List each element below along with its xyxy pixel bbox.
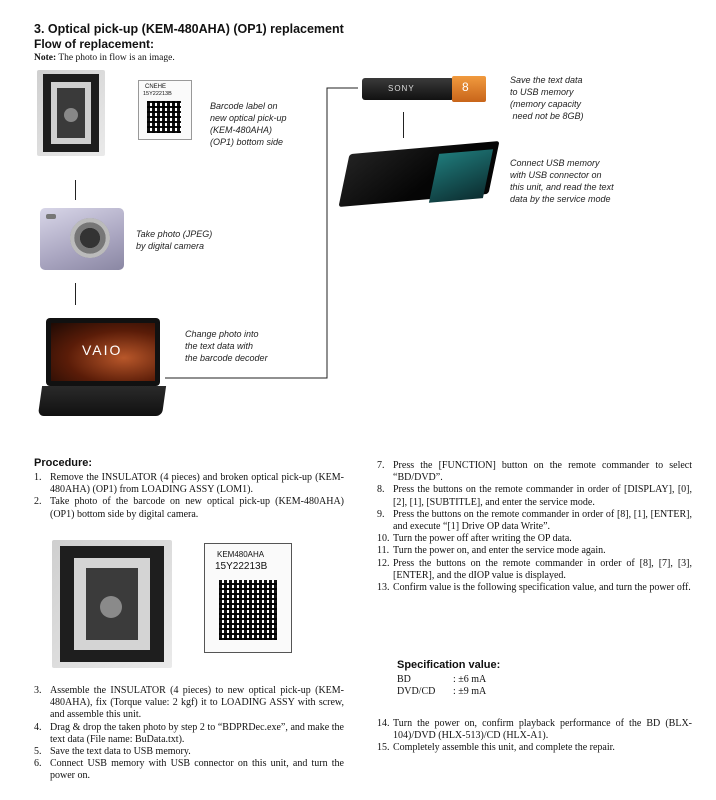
caption-usb-connect-line: this unit, and read the text [510,182,614,192]
caption-usb-save [510,74,584,122]
caption-usb-save-line: Save the text data [510,75,583,85]
procedure-steps-left-a [34,472,344,521]
step-text: Assemble the INSULATOR (4 pieces) to new optical pick-up (KEM-480AHA), fix (Torque value: 2 kgf) it to LOADING ASSY with screw, and assemble this unit. [50,685,344,721]
step-text: Save the text data to USB memory. [50,746,191,758]
step-number: 1. [34,472,42,483]
usb-brand: SONY [388,84,415,93]
procedure-step [34,722,344,746]
step-text: Drag & drop the taken photo by step 2 to “BDPRDec.exe”, and make the text data (File name: BuData.txt). [50,721,344,745]
step-text: Confirm value is the following specification value, and turn the power off. [393,582,691,594]
step-number: 12. [377,557,390,569]
step-number: 5. [34,746,42,758]
procedure-steps-right-b [377,718,692,755]
step-text: Press the buttons on the remote commander in order of [8], [7], [3], [ENTER], and the dIOP value is displayed. [393,557,692,581]
caption-usb-save-line: to USB memory [510,87,574,97]
usb-capacity: 8 [462,80,469,94]
spec-value: : ±9 mA [453,686,487,698]
step-text: Completely assemble this unit, and complete the repair. [393,742,615,754]
step-number: 2. [34,496,42,508]
spec-table [397,674,486,698]
caption-laptop-line: the barcode decoder [185,353,268,363]
procedure-step [377,484,692,508]
caption-barcode-line: (KEM-480AHA) [210,125,273,135]
step-text: Press the buttons on the remote commander in order of [8], [1], [ENTER], and execute “[1] Drive OP data Write”. [393,508,692,533]
procedure-step [377,509,692,533]
procedure-step [34,685,344,722]
step-number: 6. [34,758,42,770]
caption-laptop-line: the text data with [185,341,254,351]
caption-camera-line: Take photo (JPEG) [136,229,213,239]
barcode-label-large [204,543,292,653]
step-number: 10. [377,533,390,545]
step-number: 7. [377,460,385,471]
caption-barcode-line: new optical pick-up [210,113,287,123]
procedure-step [377,558,692,582]
procedure-step [34,472,344,496]
step-text: Turn the power on, and enter the service mode again. [393,545,606,557]
procedure-step [34,746,344,758]
caption-usb-connect [510,157,614,205]
procedure-step [377,742,692,754]
flow-arrow-3 [403,112,404,138]
procedure-steps-left-b [34,685,344,783]
flow-title: Flow of replacement: [34,37,155,51]
step-text: Press the [FUNCTION] button on the remote commander to select “BD/DVD”. [393,460,692,484]
step-number: 13. [377,582,390,594]
label-small-text-top: CNEHE [145,84,167,90]
step-text: Press the buttons on the remote commander in order of [DISPLAY], [0], [2], [1], [SUBTITLE], and enter the service mode. [393,484,692,508]
label-large-line1: KEM480AHA [217,550,265,559]
caption-usb-save-line: need not be 8GB) [510,111,584,121]
step-text: Turn the power on, confirm playback performance of the BD (BLX-104)/DVD (HLX-513)/CD (HLX-A1). [393,718,692,742]
caption-usb-save-line: (memory capacity [510,99,582,109]
caption-barcode-line: (OP1) bottom side [210,137,284,147]
label-large-line2: 15Y22213B [215,561,268,572]
caption-barcode-line: Barcode label on [210,101,278,111]
step-number: 9. [377,508,385,520]
usb-stick-photo [362,74,486,104]
caption-usb-connect-line: with USB connector on [510,170,602,180]
procedure-step [377,545,692,557]
step-number: 3. [34,685,42,696]
spec-key: BD [397,674,411,685]
spec-row [397,674,486,686]
label-small-text-code: 15Y22213B [143,91,172,97]
procedure-title: Procedure: [34,457,93,469]
step-text: Connect USB memory with USB connector on this unit, and turn the power on. [50,758,344,782]
procedure-step [377,718,692,742]
procedure-step [34,496,344,520]
procedure-steps-right-a [377,460,692,594]
step-number: 4. [34,721,42,733]
pickup-photo-large [52,540,172,668]
caption-camera-line: by digital camera [136,241,205,251]
caption-laptop-line: Change photo into [185,329,259,339]
step-text: Take photo of the barcode on new optical pick-up (KEM-480AHA) (OP1) bottom side by digital camera. [50,496,344,520]
spec-value: : ±6 mA [453,674,487,685]
step-text: Turn the power off after writing the OP data. [393,533,572,545]
procedure-step [34,758,344,782]
procedure-step [377,582,692,594]
procedure-step [377,533,692,545]
caption-usb-connect-line: Connect USB memory [510,158,600,168]
laptop-brand: VAIO [82,342,123,358]
spec-title: Specification value: [397,659,501,671]
step-text: Remove the INSULATOR (4 pieces) and broken optical pick-up (KEM-480AHA) (OP1) from LOADING ASSY (LOM1). [50,472,344,496]
procedure-step [377,460,692,484]
note-text: The photo in flow is an image. [58,53,175,63]
bd-player-photo [338,142,496,210]
qr-code-large [219,580,277,640]
step-number: 11. [377,545,390,557]
step-number: 14. [377,718,390,729]
step-number: 15. [377,742,390,754]
caption-usb-connect-line: data by the service mode [510,194,611,204]
step-number: 8. [377,484,385,496]
note-label: Note: [34,53,57,63]
spec-key: DVD/CD [397,686,436,698]
section-title: 3. Optical pick-up (KEM-480AHA) (OP1) replacement [34,22,344,36]
spec-row [397,686,486,698]
